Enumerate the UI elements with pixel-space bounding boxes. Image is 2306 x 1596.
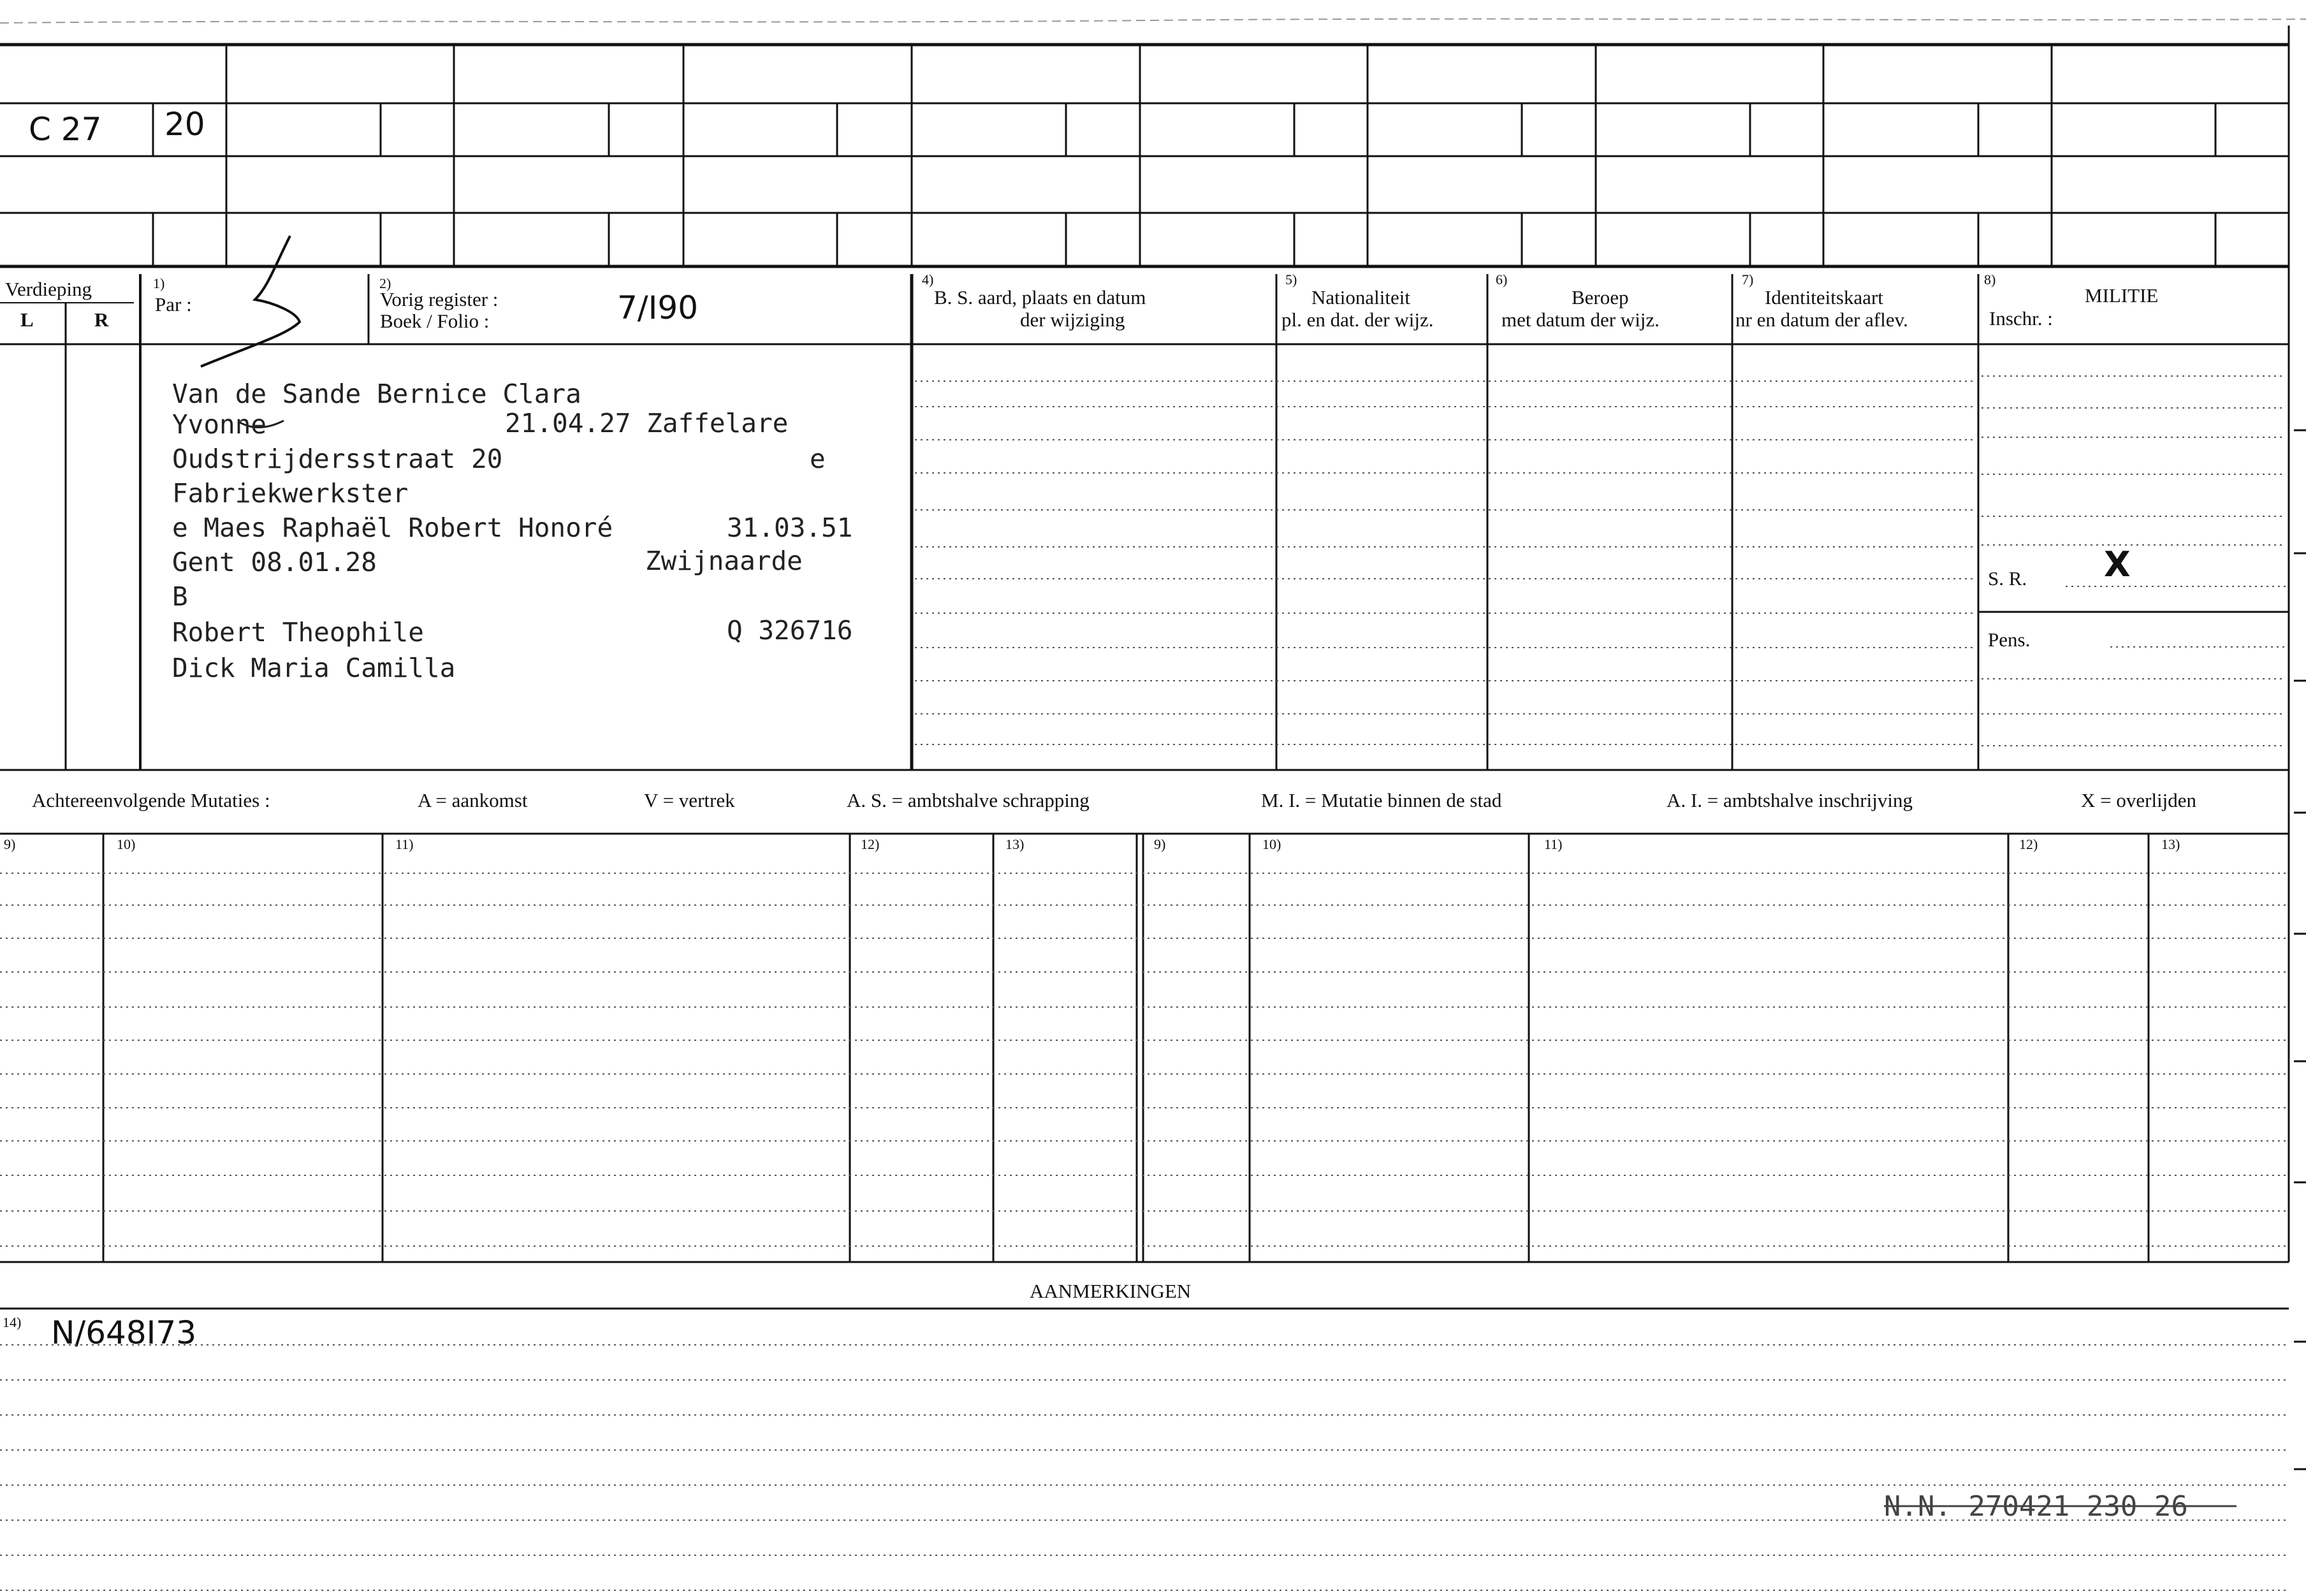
field-number-8: 8) <box>1984 272 1996 287</box>
record-line-name: Van de Sande Bernice Clara <box>172 379 581 409</box>
inschr-label: Inschr. : <box>1989 307 2053 330</box>
sr-value: X <box>2104 544 2131 584</box>
field-number-6: 6) <box>1496 272 1508 287</box>
field-number-5: 5) <box>1285 272 1297 287</box>
mut-col-13-left: 13) <box>1005 836 1025 852</box>
record-line-mother: Dick Maria Camilla <box>172 653 456 683</box>
mut-col-11-left: 11) <box>395 836 414 852</box>
field-number-14: 14) <box>3 1314 22 1330</box>
record-line-father: Robert Theophile <box>172 617 424 648</box>
field-number-7: 7) <box>1742 272 1754 287</box>
field-number-1: 1) <box>153 275 165 291</box>
nationaliteit-header-line1: Nationaliteit <box>1311 286 1410 308</box>
record-line-marriage-place: Zwijnaarde <box>645 546 803 576</box>
mutaties-title: Achtereenvolgende Mutaties : <box>32 789 270 811</box>
mut-col-12-left: 12) <box>861 836 880 852</box>
ruled-lines-aanmerkingen <box>0 1345 2286 1590</box>
par-label: Par : <box>155 293 192 316</box>
scan-edge <box>0 19 2306 23</box>
mut-col-13-right: 13) <box>2161 836 2180 852</box>
mutatie-mi: M. I. = Mutatie binnen de stad <box>1261 789 1502 811</box>
ruled-lines-main <box>915 376 2289 746</box>
record-line-address: Oudstrijdersstraat 20 <box>172 444 503 474</box>
mut-col-10-left: 10) <box>117 836 136 852</box>
boek-folio-label: Boek / Folio : <box>380 310 490 332</box>
record-typed-text <box>172 379 852 683</box>
mut-col-12-right: 12) <box>2019 836 2038 852</box>
identiteitskaart-header-line2: nr en datum der aflev. <box>1735 308 1908 331</box>
nationaliteit-header-line2: pl. en dat. der wijz. <box>1281 308 1434 331</box>
aanmerkingen-title: AANMERKINGEN <box>1030 1280 1192 1302</box>
card-number: 20 <box>164 106 205 143</box>
top-grid-minor-ticks <box>153 103 2215 266</box>
mutatie-v: V = vertrek <box>644 789 735 811</box>
militie-title: MILITIE <box>2085 284 2159 307</box>
verdieping-label: Verdieping <box>5 278 92 300</box>
field-number-2: 2) <box>379 275 391 291</box>
card-code: C 27 <box>29 111 102 148</box>
identiteitskaart-header-line1: Identiteitskaart <box>1765 286 1883 308</box>
aanmerkingen-section <box>0 1262 2289 1590</box>
mut-col-11-right: 11) <box>1544 836 1563 852</box>
mutatie-a: A = aankomst <box>418 789 528 811</box>
aanmerkingen-value: N/648I73 <box>51 1314 197 1351</box>
main-data-area <box>172 236 2289 746</box>
edge-ticks <box>2294 430 2306 1469</box>
vorig-register-label: Vorig register : <box>380 288 499 310</box>
record-line-id-number: Q 326716 <box>727 615 853 646</box>
mut-col-9-right: 9) <box>1154 836 1166 852</box>
mutations-grid <box>0 834 2286 1262</box>
record-line-spouse-birth: Gent 08.01.28 <box>172 547 377 577</box>
beroep-header-line1: Beroep <box>1572 286 1629 308</box>
col-l-label: L <box>20 308 34 331</box>
par-flourish <box>201 236 300 366</box>
mutatie-ai: A. I. = ambtshalve inschrijving <box>1667 789 1913 811</box>
record-line-b: B <box>172 581 188 612</box>
sr-label: S. R. <box>1988 567 2027 590</box>
boek-folio-value: 7/I90 <box>617 289 699 326</box>
beroep-header-line2: met datum der wijz. <box>1501 308 1660 331</box>
mut-col-10-right: 10) <box>1262 836 1281 852</box>
record-line-spouse: e Maes Raphaël Robert Honoré <box>172 512 613 543</box>
record-line-occupation: Fabriekwerkster <box>172 478 409 509</box>
record-line-birth: 21.04.27 Zaffelare <box>505 408 789 439</box>
mutaties-legend <box>0 770 2289 834</box>
record-line-first-name: Yvonne <box>172 409 267 440</box>
bs-header-line1: B. S. aard, plaats en datum <box>934 286 1146 308</box>
mutatie-as: A. S. = ambtshalve schrapping <box>847 789 1090 811</box>
record-marker-e: e <box>810 444 826 474</box>
bs-header-line2: der wijziging <box>1020 308 1125 331</box>
pens-label: Pens. <box>1988 628 2031 651</box>
nn-reference: N.N. 270421 230 26 <box>1884 1490 2188 1523</box>
mutatie-x: X = overlijden <box>2081 789 2197 811</box>
record-line-marriage-date: 31.03.51 <box>727 512 853 543</box>
mut-col-9-left: 9) <box>4 836 16 852</box>
field-number-4: 4) <box>922 272 934 287</box>
col-r-label: R <box>94 308 109 331</box>
